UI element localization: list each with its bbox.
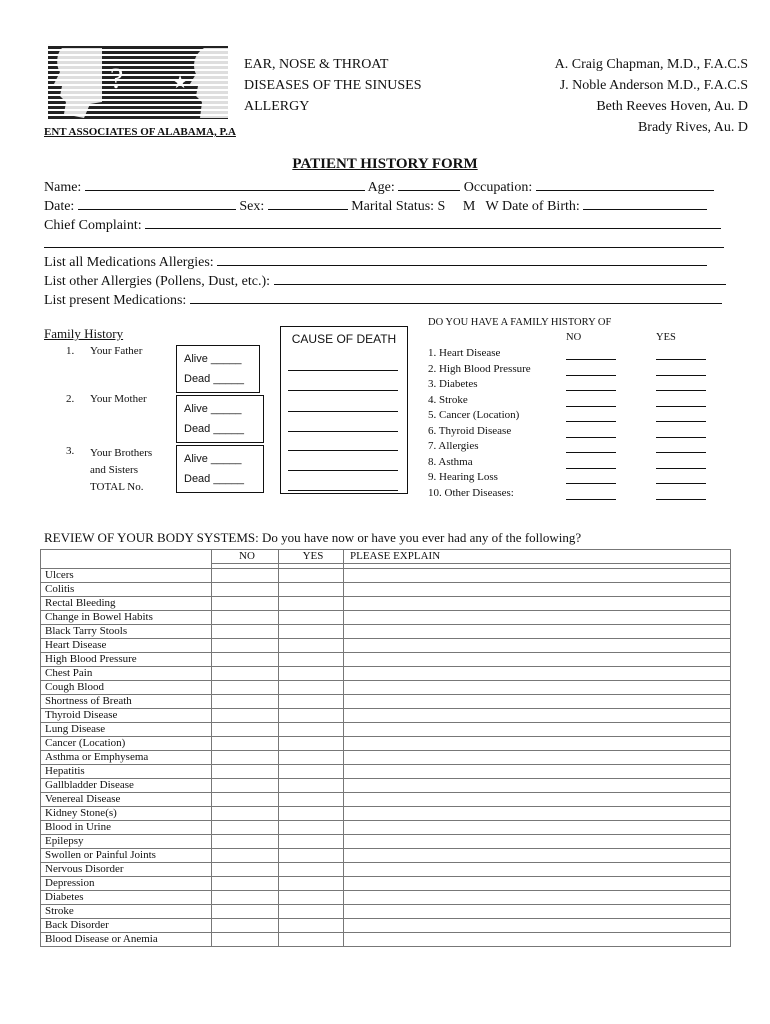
- condition-label: Heart Disease: [41, 639, 212, 653]
- explain-cell[interactable]: [344, 709, 731, 723]
- cause-field-father-2[interactable]: [288, 390, 398, 391]
- sex-field[interactable]: [268, 195, 348, 210]
- yes-cell[interactable]: [279, 639, 344, 653]
- specialties-block: [244, 54, 422, 117]
- table-row: [41, 625, 731, 639]
- table-row: [41, 835, 731, 849]
- history-no-field[interactable]: [566, 410, 616, 422]
- condition-label: Blood Disease or Anemia: [41, 933, 212, 947]
- table-row: [41, 933, 731, 947]
- doctor-name: Brady Rives, Au. D: [637, 120, 748, 135]
- explain-cell[interactable]: [344, 695, 731, 709]
- table-row: [41, 779, 731, 793]
- member-num: 1.: [66, 345, 75, 357]
- history-item: 1. Heart Disease: [428, 347, 501, 359]
- condition-label: Epilepsy: [41, 835, 212, 849]
- dead-field[interactable]: Dead _____: [184, 473, 244, 485]
- yes-cell[interactable]: [279, 933, 344, 947]
- siblings-status-box[interactable]: [176, 445, 264, 493]
- doctors-block: [555, 54, 748, 138]
- no-cell[interactable]: [212, 709, 279, 723]
- chief-complaint-line2[interactable]: [44, 247, 724, 248]
- history-yes-field[interactable]: [656, 379, 706, 391]
- condition-col-header: [41, 550, 212, 564]
- no-cell[interactable]: [212, 765, 279, 779]
- condition-label: Diabetes: [41, 891, 212, 905]
- yes-cell[interactable]: [279, 709, 344, 723]
- specialty-allergy: ALLERGY: [244, 99, 310, 114]
- yes-col-header: YES: [279, 550, 344, 564]
- table-row: [41, 751, 731, 765]
- explain-cell[interactable]: [344, 667, 731, 681]
- explain-cell[interactable]: [344, 681, 731, 695]
- med-allergies-row: [44, 251, 734, 271]
- explain-cell[interactable]: [344, 737, 731, 751]
- doctor-name: A. Craig Chapman, M.D., F.A.C.S: [554, 57, 748, 72]
- no-cell[interactable]: [212, 905, 279, 919]
- no-cell[interactable]: [212, 611, 279, 625]
- explain-col-header: PLEASE EXPLAIN: [344, 550, 731, 564]
- table-row: [41, 807, 731, 821]
- history-no-field[interactable]: [566, 457, 616, 469]
- name-field[interactable]: [85, 176, 365, 191]
- table-row: [41, 569, 731, 583]
- explain-cell[interactable]: [344, 597, 731, 611]
- other-allergies-field[interactable]: [274, 270, 726, 285]
- yes-cell[interactable]: [279, 905, 344, 919]
- specialty-ent: EAR, NOSE & THROAT: [244, 57, 389, 72]
- table-row: [41, 891, 731, 905]
- explain-cell[interactable]: [344, 639, 731, 653]
- history-no-field[interactable]: [566, 379, 616, 391]
- history-no-field[interactable]: [566, 488, 616, 500]
- history-item: 4. Stroke: [428, 393, 468, 406]
- condition-label: Colitis: [41, 583, 212, 597]
- no-cell[interactable]: [212, 667, 279, 681]
- condition-label: Rectal Bleeding: [41, 597, 212, 611]
- table-row: [41, 737, 731, 751]
- cause-of-death-header: CAUSE OF DEATH: [291, 332, 397, 346]
- occupation-field[interactable]: [536, 176, 714, 191]
- alive-field[interactable]: Alive _____: [184, 403, 242, 415]
- explain-cell[interactable]: [344, 765, 731, 779]
- condition-label: Shortness of Breath: [41, 695, 212, 709]
- cause-field-sibling-1[interactable]: [288, 450, 398, 451]
- explain-cell[interactable]: [344, 905, 731, 919]
- no-cell[interactable]: [212, 639, 279, 653]
- age-field[interactable]: [398, 176, 460, 191]
- history-item: 10. Other Diseases:: [428, 486, 514, 499]
- no-cell[interactable]: [212, 877, 279, 891]
- dead-field[interactable]: Dead _____: [184, 423, 244, 435]
- explain-cell[interactable]: [344, 793, 731, 807]
- review-header-row: [41, 550, 731, 564]
- no-cell[interactable]: [212, 625, 279, 639]
- explain-cell[interactable]: [344, 751, 731, 765]
- explain-cell[interactable]: [344, 569, 731, 583]
- no-cell[interactable]: [212, 723, 279, 737]
- table-row: [41, 849, 731, 863]
- family-history-check-heading: DO YOU HAVE A FAMILY HISTORY OF: [428, 317, 612, 328]
- no-cell[interactable]: [212, 597, 279, 611]
- table-row: [41, 793, 731, 807]
- cause-field-sibling-3[interactable]: [288, 490, 398, 491]
- table-row: [41, 723, 731, 737]
- table-row: [41, 597, 731, 611]
- other-allergies-row: [44, 270, 734, 290]
- no-col-header: NO: [212, 550, 279, 564]
- col-no-label: NO: [566, 332, 582, 343]
- history-yes-field[interactable]: [656, 441, 706, 453]
- condition-label: Hepatitis: [41, 765, 212, 779]
- history-yes-field[interactable]: [656, 472, 706, 484]
- table-row: [41, 583, 731, 597]
- explain-cell[interactable]: [344, 779, 731, 793]
- condition-label: Ulcers: [41, 569, 212, 583]
- dob-label: Date of Birth:: [502, 199, 580, 214]
- explain-cell[interactable]: [344, 891, 731, 905]
- cause-of-death-box: [280, 326, 408, 494]
- date-label: Date:: [44, 199, 75, 214]
- condition-label: Kidney Stone(s): [41, 807, 212, 821]
- yes-cell[interactable]: [279, 695, 344, 709]
- family-history-heading: Family History: [44, 326, 124, 341]
- yes-cell[interactable]: [279, 751, 344, 765]
- history-item: 8. Asthma: [428, 455, 473, 468]
- other-allergies-label: List other Allergies (Pollens, Dust, etc.):: [44, 274, 271, 289]
- no-cell[interactable]: [212, 569, 279, 583]
- no-cell[interactable]: [212, 933, 279, 947]
- yes-cell[interactable]: [279, 667, 344, 681]
- table-row: [41, 653, 731, 667]
- no-cell[interactable]: [212, 751, 279, 765]
- head-profile-icon: [44, 44, 230, 120]
- history-item: 2. High Blood Pressure: [428, 362, 531, 375]
- no-cell[interactable]: [212, 863, 279, 877]
- yes-cell[interactable]: [279, 891, 344, 905]
- table-row: [41, 821, 731, 835]
- cause-field-father-1[interactable]: [288, 370, 398, 371]
- condition-label: Black Tarry Stools: [41, 625, 212, 639]
- history-yes-field[interactable]: [656, 457, 706, 469]
- no-cell[interactable]: [212, 779, 279, 793]
- yes-cell[interactable]: [279, 653, 344, 667]
- yes-cell[interactable]: [279, 919, 344, 933]
- member-siblings-label: Your Brothers and Sisters TOTAL No.: [90, 447, 153, 493]
- member-mother-label: Your Mother: [90, 393, 147, 405]
- history-yes-field[interactable]: [656, 410, 706, 422]
- history-no-field[interactable]: [566, 472, 616, 484]
- mother-status-box[interactable]: [176, 395, 264, 443]
- name-row: [44, 176, 724, 196]
- condition-label: Venereal Disease: [41, 793, 212, 807]
- yes-cell[interactable]: [279, 779, 344, 793]
- present-meds-row: [44, 289, 734, 309]
- chief-complaint-label: Chief Complaint:: [44, 218, 142, 233]
- explain-cell[interactable]: [344, 863, 731, 877]
- history-no-field[interactable]: [566, 348, 616, 360]
- explain-cell[interactable]: [344, 653, 731, 667]
- explain-cell[interactable]: [344, 821, 731, 835]
- occupation-label: Occupation:: [463, 180, 533, 195]
- cause-field-sibling-2[interactable]: [288, 470, 398, 471]
- table-row: [41, 905, 731, 919]
- condition-label: High Blood Pressure: [41, 653, 212, 667]
- yes-cell[interactable]: [279, 793, 344, 807]
- explain-cell[interactable]: [344, 583, 731, 597]
- history-no-field[interactable]: [566, 364, 616, 376]
- history-yes-field[interactable]: [656, 488, 706, 500]
- yes-cell[interactable]: [279, 821, 344, 835]
- condition-label: Lung Disease: [41, 723, 212, 737]
- no-cell[interactable]: [212, 821, 279, 835]
- table-row: [41, 639, 731, 653]
- dob-field[interactable]: [583, 195, 707, 210]
- doctor-name: J. Noble Anderson M.D., F.A.C.S: [559, 78, 748, 93]
- yes-cell[interactable]: [279, 583, 344, 597]
- history-no-field[interactable]: [566, 441, 616, 453]
- table-row: [41, 709, 731, 723]
- explain-cell[interactable]: [344, 877, 731, 891]
- yes-cell[interactable]: [279, 569, 344, 583]
- table-row: [41, 877, 731, 891]
- present-meds-field[interactable]: [190, 289, 722, 304]
- chief-row: [44, 214, 734, 234]
- no-cell[interactable]: [212, 737, 279, 751]
- no-cell[interactable]: [212, 807, 279, 821]
- yes-cell[interactable]: [279, 737, 344, 751]
- no-cell[interactable]: [212, 695, 279, 709]
- table-row: [41, 919, 731, 933]
- clinic-logo: [44, 44, 230, 120]
- table-row: [41, 695, 731, 709]
- cause-field-mother-2[interactable]: [288, 431, 398, 432]
- condition-label: Swollen or Painful Joints: [41, 849, 212, 863]
- cause-field-mother-1[interactable]: [288, 411, 398, 412]
- svg-text:★: ★: [172, 72, 189, 92]
- history-item: 5. Cancer (Location): [428, 409, 520, 421]
- condition-label: Chest Pain: [41, 667, 212, 681]
- condition-label: Nervous Disorder: [41, 863, 212, 877]
- explain-cell[interactable]: [344, 807, 731, 821]
- member-num: 2.: [66, 393, 75, 405]
- history-yes-field[interactable]: [656, 395, 706, 407]
- no-cell[interactable]: [212, 793, 279, 807]
- history-yes-field[interactable]: [656, 364, 706, 376]
- condition-label: Back Disorder: [41, 919, 212, 933]
- med-allergies-field[interactable]: [217, 251, 707, 266]
- chief-complaint-field[interactable]: [145, 214, 721, 229]
- condition-label: Asthma or Emphysema: [41, 751, 212, 765]
- condition-label: Depression: [41, 877, 212, 891]
- dead-field[interactable]: Dead _____: [184, 373, 244, 385]
- condition-label: Cancer (Location): [41, 737, 212, 751]
- no-cell[interactable]: [212, 583, 279, 597]
- yes-cell[interactable]: [279, 597, 344, 611]
- date-field[interactable]: [78, 195, 236, 210]
- yes-cell[interactable]: [279, 611, 344, 625]
- yes-cell[interactable]: [279, 877, 344, 891]
- no-cell[interactable]: [212, 891, 279, 905]
- present-meds-label: List present Medications:: [44, 293, 187, 308]
- member-father-label: Your Father: [90, 345, 143, 357]
- col-yes-label: YES: [656, 332, 676, 343]
- name-label: Name:: [44, 180, 82, 195]
- specialty-sinus: DISEASES OF THE SINUSES: [244, 78, 422, 93]
- history-item: 9. Hearing Loss: [428, 471, 498, 483]
- condition-label: Change in Bowel Habits: [41, 611, 212, 625]
- logo-caption: ENT ASSOCIATES OF ALABAMA, P.A: [44, 126, 236, 138]
- explain-cell[interactable]: [344, 611, 731, 625]
- date-row: [44, 195, 734, 215]
- marital-options[interactable]: S M W: [437, 199, 499, 214]
- no-cell[interactable]: [212, 681, 279, 695]
- explain-cell[interactable]: [344, 625, 731, 639]
- explain-cell[interactable]: [344, 919, 731, 933]
- yes-cell[interactable]: [279, 849, 344, 863]
- yes-cell[interactable]: [279, 765, 344, 779]
- yes-cell[interactable]: [279, 625, 344, 639]
- history-item: 6. Thyroid Disease: [428, 424, 512, 437]
- svg-text:?: ?: [110, 62, 124, 95]
- table-row: [41, 863, 731, 877]
- explain-cell[interactable]: [344, 849, 731, 863]
- no-cell[interactable]: [212, 653, 279, 667]
- alive-field[interactable]: Alive _____: [184, 453, 242, 465]
- condition-label: Thyroid Disease: [41, 709, 212, 723]
- condition-label: Blood in Urine: [41, 821, 212, 835]
- yes-cell[interactable]: [279, 835, 344, 849]
- yes-cell[interactable]: [279, 807, 344, 821]
- sex-label: Sex:: [239, 199, 265, 214]
- doctor-name: Beth Reeves Hoven, Au. D: [596, 99, 748, 114]
- form-title: PATIENT HISTORY FORM: [292, 156, 478, 172]
- history-item: 7. Allergies: [428, 440, 479, 452]
- review-table: [40, 549, 731, 947]
- history-yes-field[interactable]: [656, 426, 706, 438]
- yes-cell[interactable]: [279, 681, 344, 695]
- condition-label: Stroke: [41, 905, 212, 919]
- yes-cell[interactable]: [279, 723, 344, 737]
- age-label: Age:: [367, 180, 395, 195]
- no-cell[interactable]: [212, 835, 279, 849]
- table-row: [41, 765, 731, 779]
- yes-cell[interactable]: [279, 863, 344, 877]
- no-cell[interactable]: [212, 919, 279, 933]
- no-cell[interactable]: [212, 849, 279, 863]
- history-item: 3. Diabetes: [428, 378, 478, 390]
- history-yes-field[interactable]: [656, 348, 706, 360]
- father-status-box[interactable]: [176, 345, 260, 393]
- explain-cell[interactable]: [344, 723, 731, 737]
- table-row: [41, 681, 731, 695]
- med-allergies-label: List all Medications Allergies:: [44, 255, 214, 270]
- explain-cell[interactable]: [344, 835, 731, 849]
- condition-label: Cough Blood: [41, 681, 212, 695]
- review-heading: REVIEW OF YOUR BODY SYSTEMS: Do you have now or have you ever had any of the following?: [44, 530, 582, 545]
- marital-label: Marital Status:: [351, 199, 435, 214]
- condition-label: Gallbladder Disease: [41, 779, 212, 793]
- history-no-field[interactable]: [566, 395, 616, 407]
- history-no-field[interactable]: [566, 426, 616, 438]
- table-row: [41, 611, 731, 625]
- explain-cell[interactable]: [344, 933, 731, 947]
- table-row: [41, 667, 731, 681]
- member-num: 3.: [66, 445, 75, 457]
- alive-field[interactable]: Alive _____: [184, 353, 242, 365]
